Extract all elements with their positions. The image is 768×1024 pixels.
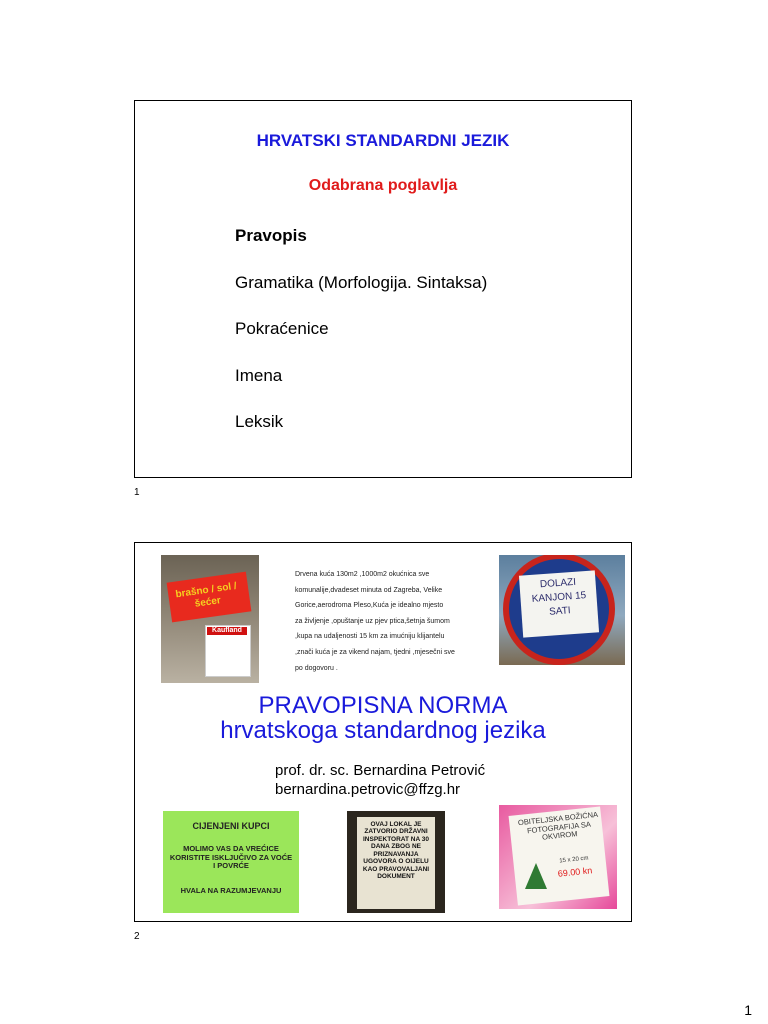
chapter-item: Gramatika (Morfologija. Sintaksa) bbox=[235, 272, 488, 292]
store-logo-text: Kaufland bbox=[207, 627, 247, 635]
store-sign-text: brašno / sol / šećer bbox=[174, 580, 238, 610]
title-line-1: PRAVOPISNA NORMA bbox=[258, 692, 508, 719]
green-sign-heading: CIJENJENI KUPCI bbox=[192, 821, 270, 831]
chapter-item: Pokraćenice bbox=[235, 319, 329, 338]
slide-1-number: 1 bbox=[134, 487, 140, 498]
note-line: ,kupa na udaljenosti 15 km za imućniju klijantelu bbox=[295, 633, 445, 641]
tree-icon bbox=[525, 863, 547, 889]
title-line-2: hrvatskoga standardnog jezika bbox=[220, 717, 546, 744]
note-line: ,znači kuća je za vikend najam, tjedni ,mjesečni sve bbox=[295, 648, 455, 656]
green-sign-footer: HVALA NA RAZUMJEVANJU bbox=[180, 886, 282, 895]
note-line: komunalije,dvadeset minuta od Zagreba, Velike bbox=[295, 586, 443, 594]
store-sign-photo bbox=[161, 555, 259, 683]
note-line: Drvena kuća 130m2 ,1000m2 okućnica sve bbox=[295, 571, 430, 578]
christmas-ad-photo bbox=[499, 805, 617, 909]
slide-1-subtitle: Odabrana poglavlja bbox=[308, 177, 458, 194]
chapter-item: Imena bbox=[235, 365, 283, 385]
christmas-ad-price: 69.00 kn bbox=[557, 865, 593, 879]
page-number: 1 bbox=[744, 1002, 752, 1018]
road-sign-photo bbox=[499, 555, 625, 665]
slide-1-title: HRVATSKI STANDARDNI JEZIK bbox=[256, 131, 510, 150]
note-line: Gorice,aerodroma Pleso,Kuća je idealno mjesto bbox=[295, 602, 444, 610]
author-name: prof. dr. sc. Bernardina Petrović bbox=[275, 762, 486, 779]
author-email: bernardina.petrovic@ffzg.hr bbox=[275, 781, 461, 798]
closure-notice-photo bbox=[347, 811, 445, 913]
christmas-ad-heading: OBITELJSKA BOŽIĆNA FOTOGRAFIJA SA OKVIROM bbox=[517, 809, 599, 843]
road-sign-text: DOLAZI KANJON 15 SATI bbox=[531, 576, 587, 618]
chapter-item: Leksik bbox=[235, 412, 284, 431]
ad-note bbox=[295, 567, 485, 676]
chapter-list bbox=[235, 225, 487, 458]
note-line: za življenje ,opuštanje uz pjev ptica,šetnja šumom bbox=[295, 617, 450, 625]
green-sign-body: MOLIMO VAS DA VREĆICE KORISTITE ISKLJUČIVO ZA VOĆE I POVRĆE bbox=[169, 844, 293, 871]
author-block bbox=[275, 761, 485, 799]
chapter-item: Pravopis bbox=[235, 226, 307, 245]
christmas-ad-size: 15 x 20 cm bbox=[559, 855, 589, 865]
green-sign-photo bbox=[163, 811, 299, 913]
closure-notice-text: OVAJ LOKAL JE ZATVORIO DRŽAVNI INSPEKTORAT NA 30 DANA ZBOG NE PRIZNAVANJA UGOVORA O OIJELU KAO PRAVOVALJANI DOKUMENT bbox=[362, 821, 430, 881]
slide-1 bbox=[134, 100, 632, 478]
slide-2 bbox=[134, 542, 632, 922]
slide-2-title bbox=[135, 693, 631, 743]
note-line: po dogovoru . bbox=[295, 664, 338, 672]
slide-2-number: 2 bbox=[134, 931, 140, 942]
